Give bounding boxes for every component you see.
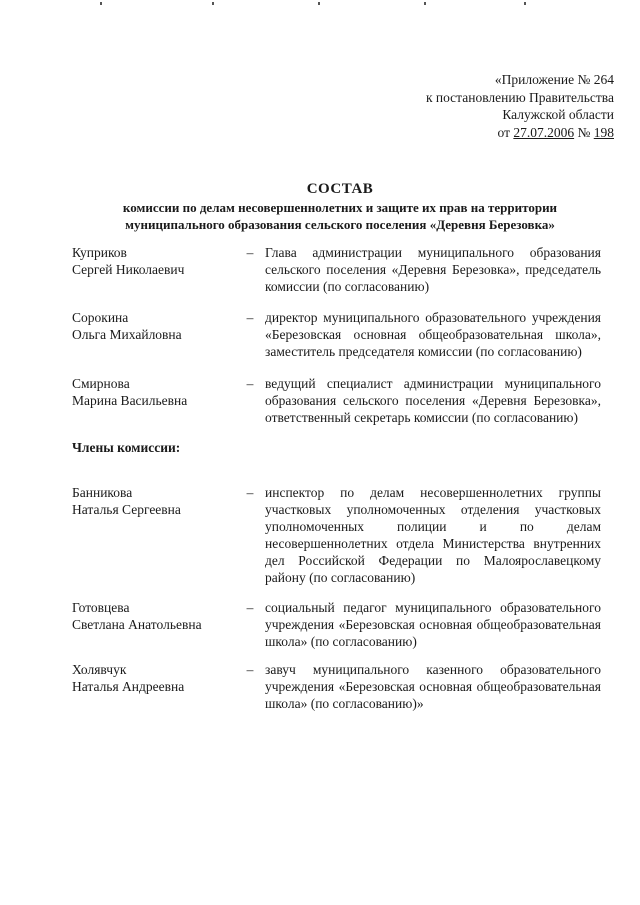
member-description: директор муниципального образовательного учреждения «Березовская основная общеобразовательная школа», заместитель председателя комиссии (по согласованию) — [265, 310, 601, 359]
appendix-line-3: Калужской области — [502, 107, 614, 122]
scan-specks — [0, 2, 640, 10]
member-name — [72, 599, 242, 633]
member-dash: – — [246, 376, 254, 391]
appendix-header — [426, 71, 614, 141]
member-surname: Куприков — [72, 245, 127, 260]
appendix-line-4 — [426, 124, 614, 142]
member-description: инспектор по делам несовершеннолетних группы участковых уполномоченных отделения участковых уполномоченных полиции и по делам несовершеннолетних отдела Министерства внутренних дел Российской Федерации по Малоярославецкому району (по согласованию) — [265, 485, 601, 585]
member-given-name: Ольга Михайловна — [72, 327, 182, 342]
member-name — [72, 661, 242, 695]
member-given-name: Светлана Анатольевна — [72, 617, 202, 632]
appendix-date-prefix: от — [497, 124, 514, 140]
member-description: Глава администрации муниципального образования сельского поселения «Деревня Березовка», председатель комиссии (по согласованию) — [265, 245, 601, 294]
member-name — [72, 244, 242, 278]
appendix-line-1: «Приложение № 264 — [494, 72, 614, 87]
member-dash: – — [246, 245, 254, 260]
appendix-number: 198 — [593, 124, 614, 140]
member-description: социальный педагог муниципального образовательного учреждения «Березовская основная общеобразовательная школа» (по согласованию) — [265, 600, 601, 649]
member-name — [72, 375, 242, 409]
member-surname: Готовцева — [72, 600, 130, 615]
appendix-number-prefix: № — [574, 124, 594, 140]
document-subtitle-line-1: комиссии по делам несовершеннолетних и защите их прав на территории — [122, 200, 558, 215]
document-title: СОСТАВ — [306, 181, 374, 197]
member-given-name: Наталья Сергеевна — [72, 502, 181, 517]
document-title-block — [60, 180, 620, 233]
member-given-name: Марина Васильевна — [72, 393, 188, 408]
member-description: ведущий специалист администрации муниципального образования сельского поселения «Деревня Березовка», ответственный секретарь комиссии (по согласованию) — [265, 376, 601, 425]
document-subtitle-line-2: муниципального образования сельского поселения «Деревня Березовка» — [125, 217, 555, 232]
member-dash: – — [246, 310, 254, 325]
member-dash: – — [246, 662, 254, 677]
member-name — [72, 484, 242, 518]
member-name — [72, 309, 242, 343]
member-dash: – — [246, 600, 254, 615]
member-dash: – — [246, 485, 254, 500]
member-surname: Банникова — [72, 485, 133, 500]
member-surname: Холявчук — [72, 662, 127, 677]
member-given-name: Наталья Андреевна — [72, 679, 185, 694]
appendix-line-2: к постановлению Правительства — [425, 89, 614, 105]
member-description: завуч муниципального казенного образовательного учреждения «Березовская основная общеобразовательная школа» (по согласованию)» — [265, 662, 601, 711]
member-given-name: Сергей Николаевич — [72, 262, 185, 277]
member-surname: Сорокина — [72, 310, 129, 325]
member-surname: Смирнова — [72, 376, 130, 391]
members-heading: Члены комиссии: — [72, 440, 181, 455]
appendix-date: 27.07.2006 — [513, 124, 575, 140]
